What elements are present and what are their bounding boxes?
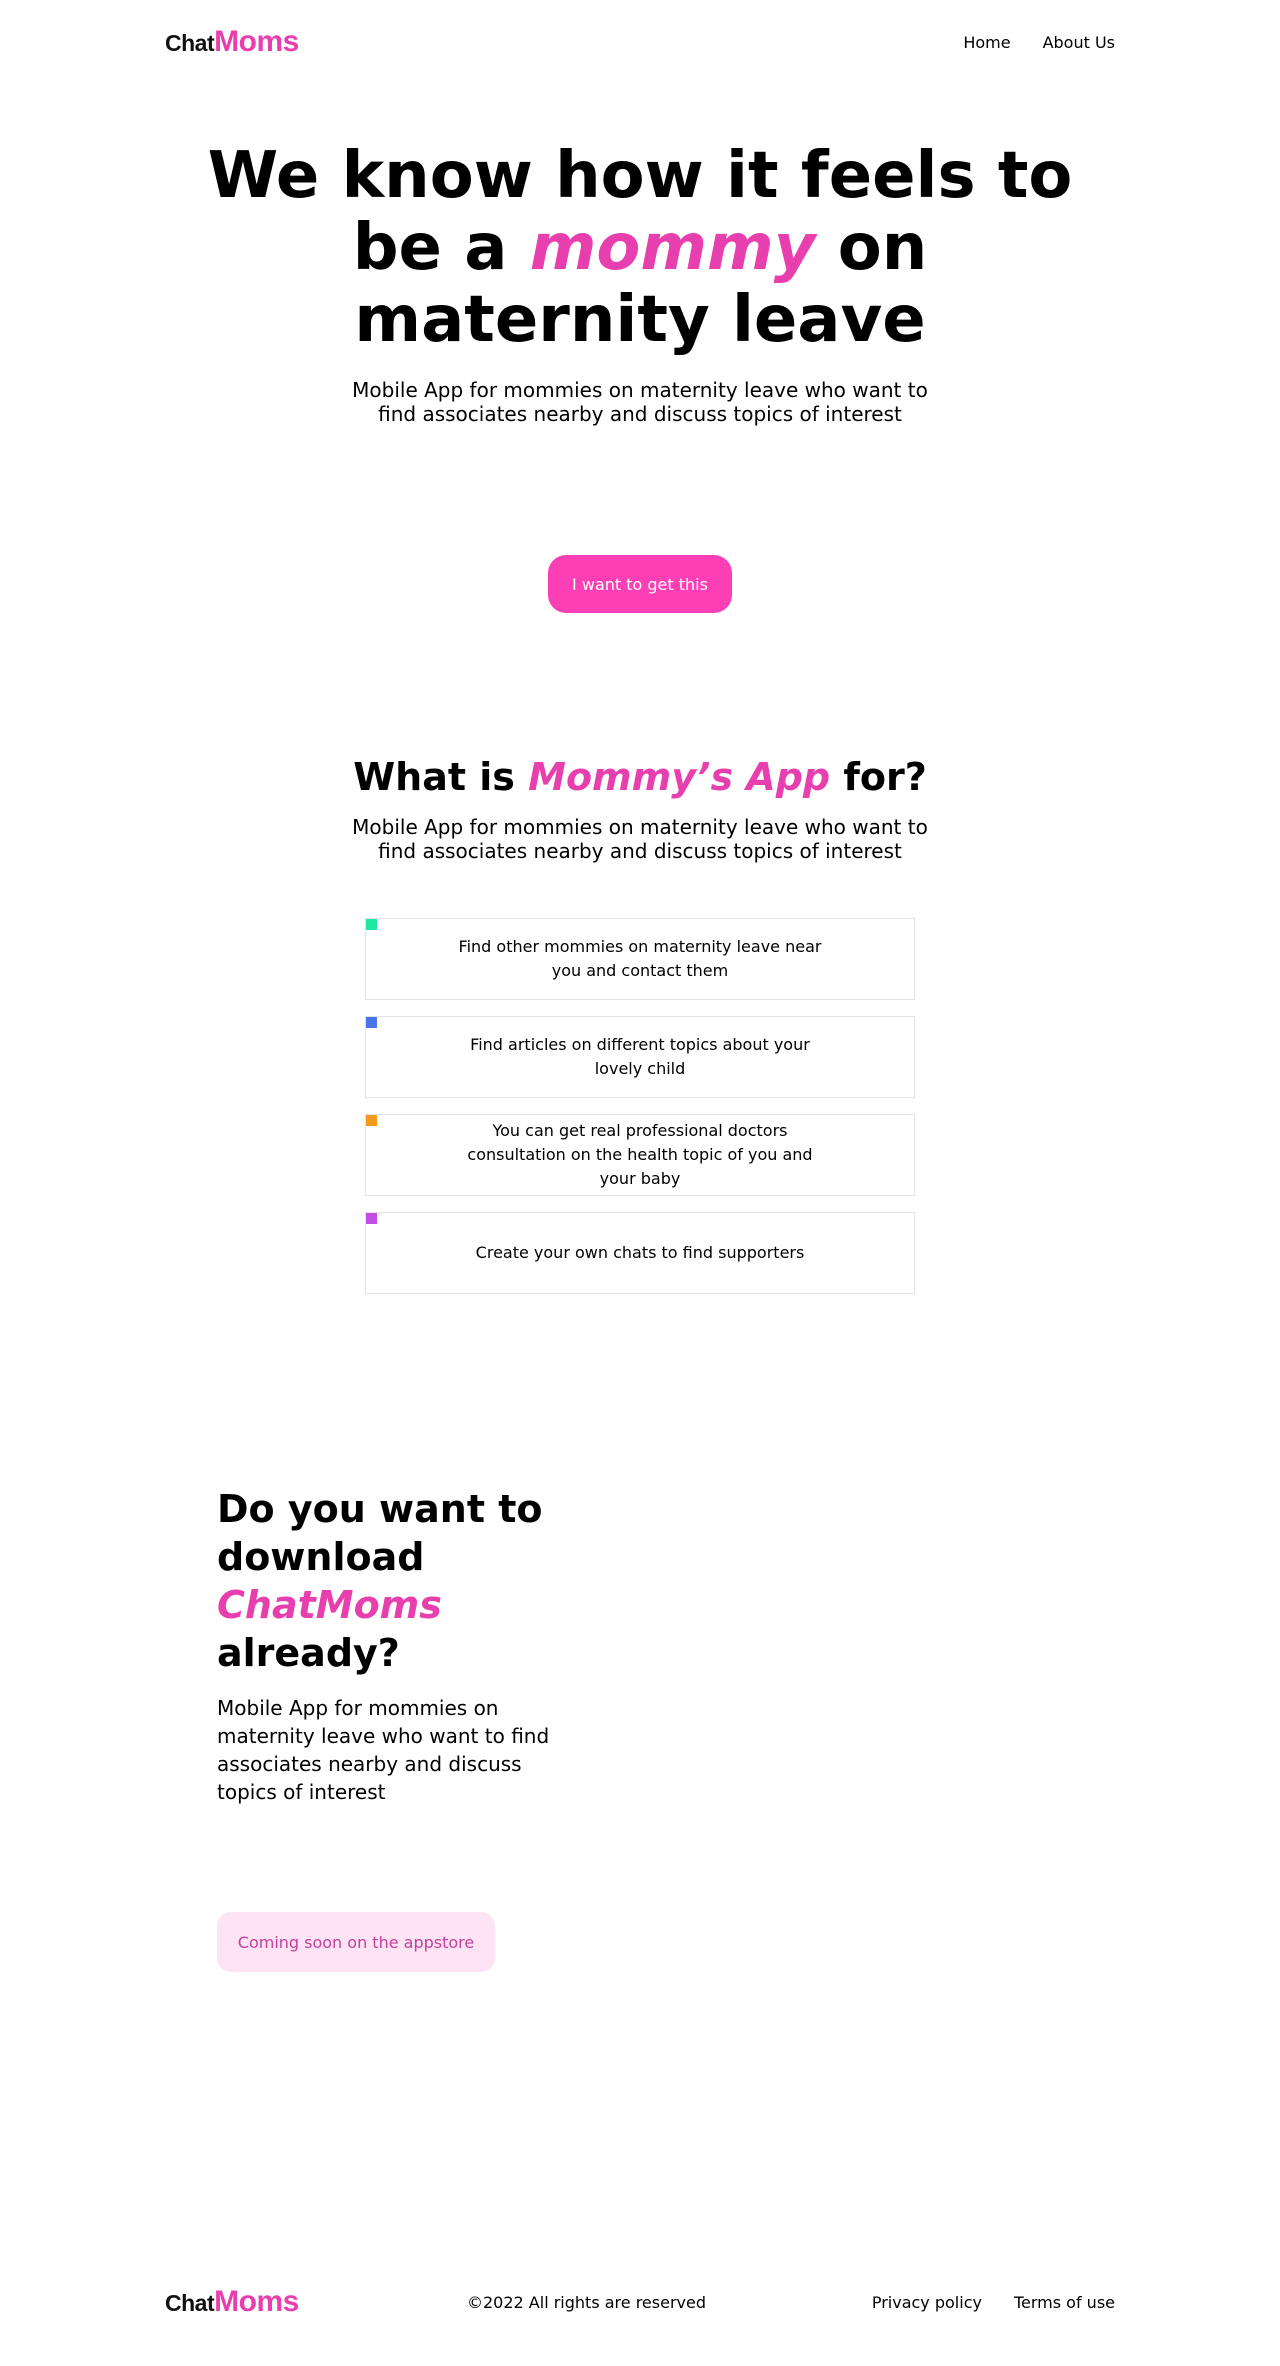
hero-title-line2-pre: be a [352, 211, 530, 285]
site-header [165, 22, 1115, 62]
features-list [365, 918, 915, 1310]
feature-marker [366, 919, 377, 930]
feature-text: Create your own chats to find supporters [475, 1243, 805, 1262]
features-title-highlight: Mommy’s App [528, 755, 831, 799]
copyright-text: ©2022 All rights are reserved [467, 2292, 706, 2312]
site-footer [165, 2282, 1115, 2322]
hero-title-highlight: mommy [529, 211, 816, 285]
nav-home-link[interactable]: Home [963, 32, 1011, 52]
feature-text: Find other mommies on maternity leave near you and contact them [458, 937, 822, 980]
logo-text-moms: Moms [214, 2285, 299, 2318]
features-title [0, 752, 1280, 802]
feature-card [365, 1212, 915, 1294]
hero-subtitle: Mobile App for mommies on maternity leave who want to find associates nearby and discuss topics of interest [352, 378, 928, 426]
feature-card [365, 1114, 915, 1196]
feature-marker [366, 1115, 377, 1126]
get-app-button[interactable]: I want to get this [548, 555, 732, 613]
hero-title-line1: We know how it feels to [207, 139, 1073, 213]
footer-logo[interactable] [165, 2285, 299, 2319]
feature-text: You can get real professional doctors consultation on the health topic of you and your baby [467, 1121, 813, 1188]
logo[interactable] [165, 25, 299, 59]
feature-card [365, 1016, 915, 1098]
logo-text-chat: Chat [165, 30, 215, 56]
download-title-line2: download [217, 1535, 425, 1579]
feature-marker [366, 1017, 377, 1028]
download-title-line1: Do you want to [217, 1487, 543, 1531]
main-nav [963, 33, 1115, 52]
privacy-policy-link[interactable]: Privacy policy [871, 2292, 982, 2312]
features-title-post: for? [830, 755, 927, 799]
feature-card [365, 918, 915, 1000]
nav-about-link[interactable]: About Us [1042, 32, 1115, 52]
feature-marker [366, 1213, 377, 1224]
terms-of-use-link[interactable]: Terms of use [1013, 2292, 1115, 2312]
logo-text-chat: Chat [165, 2290, 215, 2316]
download-subtitle: Mobile App for mommies on maternity leave who want to find associates nearby and discuss topics of interest [217, 1696, 550, 1804]
hero-title [0, 140, 1280, 356]
download-title-highlight: ChatMoms [217, 1583, 442, 1627]
hero-title-line2-post: on [815, 211, 928, 285]
download-title-line4: already? [217, 1631, 400, 1675]
features-title-pre: What is [353, 755, 529, 799]
appstore-button[interactable]: Coming soon on the appstore [217, 1912, 495, 1972]
logo-text-moms: Moms [214, 25, 299, 58]
footer-links [872, 2293, 1115, 2312]
hero-title-line3: maternity leave [354, 283, 926, 357]
features-subtitle: Mobile App for mommies on maternity leave who want to find associates nearby and discuss topics of interest [352, 815, 928, 863]
feature-text: Find articles on different topics about your lovely child [470, 1035, 810, 1078]
download-title [217, 1485, 597, 1677]
